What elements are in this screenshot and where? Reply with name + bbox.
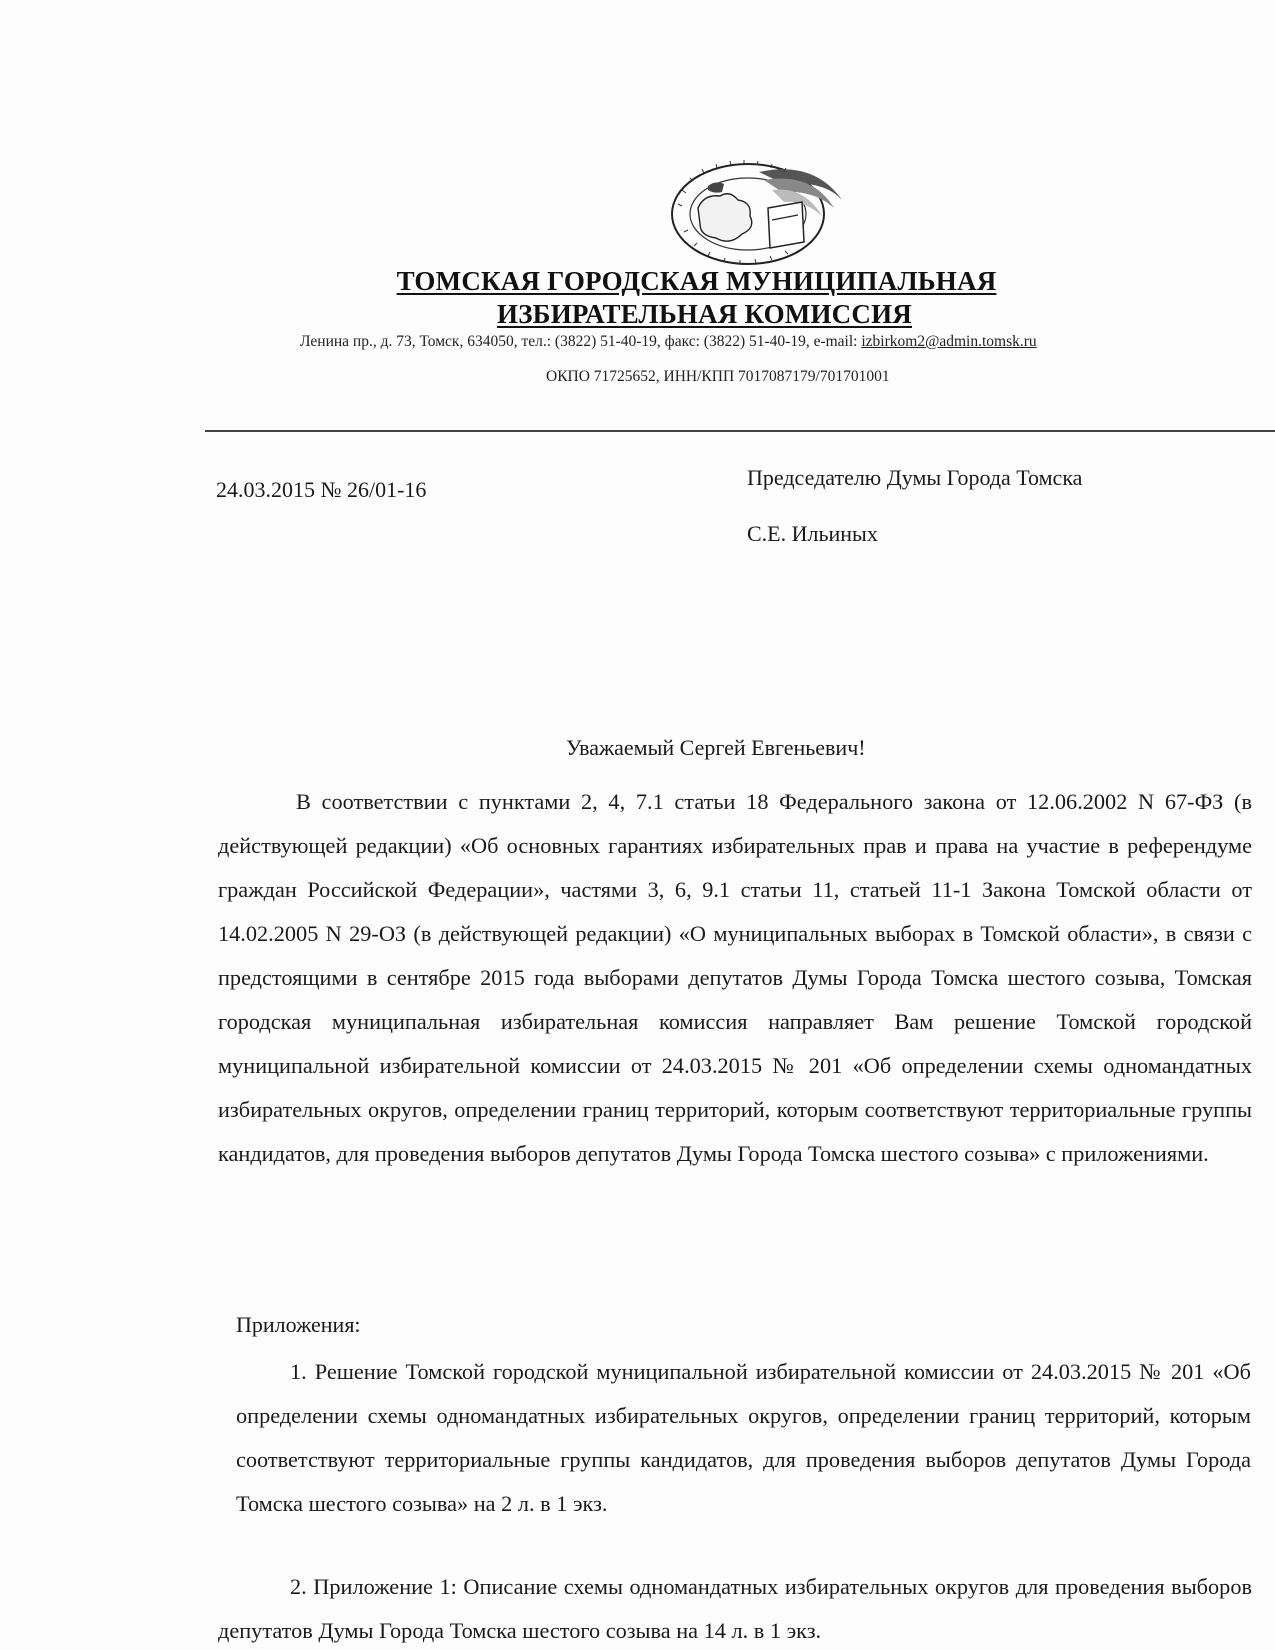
org-title-line2: ИЗБИРАТЕЛЬНАЯ КОМИССИЯ	[497, 299, 912, 329]
attachment-item-2: 2. Приложение 1: Описание схемы одномандатных избирательных округов для проведения выборов депутатов Думы Города Томска шестого созыва на 14 л. в 1 экз.	[218, 1574, 1252, 1643]
election-commission-emblem-icon	[664, 150, 850, 270]
letter-greeting: Уважаемый Сергей Евгеньевич!	[566, 735, 866, 760]
addressee-title: Председателю Думы Города Томска	[747, 465, 1083, 490]
letter-body: В соответствии с пунктами 2, 4, 7.1 статьи 18 Федерального закона от 12.06.2002 N 67-ФЗ (в действующей редакции) «Об основных гарантиях избирательных прав и права на участие в референдуме граждан Российской Федерации», частями 3, 6, 9.1 статьи 11, статьей 11-1 Закона Томской области от 14.02.2005 N 29-ОЗ (в действующей редакции) «О муниципальных выборах в Томской области», в связи с предстоящими в сентябре 2015 года выборами депутатов Думы Города Томска шестого созыва, Томская городская муниципальная избирательная комиссия направляет Вам решение Томской городской муниципальной избирательной комиссии от 24.03.2015 № 201 «Об определении схемы одномандатных избирательных округов, определении границ территорий, которым соответствуют территориальные группы кандидатов, для проведения выборов депутатов Думы Города Томска шестого созыва» с приложениями.	[218, 789, 1252, 1166]
org-contacts	[300, 333, 1037, 351]
addressee-name: С.Е. Ильиных	[747, 521, 878, 546]
letter-reg-number: 24.03.2015 № 26/01-16	[216, 477, 427, 502]
contacts-text: Ленина пр., д. 73, Томск, 634050, тел.: (3822) 51-40-19, факс: (3822) 51-40-19, e-mail:	[300, 333, 862, 350]
attachment-item-1: 1. Решение Томской городской муниципальной избирательной комиссии от 24.03.2015 № 201 «Об определении схемы одномандатных избирательных округов, определении границ территорий, которым соответствуют территориальные группы кандидатов, для проведения выборов депутатов Думы Города Томска шестого созыва» на 2 л. в 1 экз.	[236, 1359, 1251, 1516]
org-title-line1: ТОМСКАЯ ГОРОДСКАЯ МУНИЦИПАЛЬНАЯ	[396, 266, 997, 296]
attachments-heading: Приложения:	[236, 1312, 361, 1337]
email-link[interactable]: izbirkom2@admin.tomsk.ru	[861, 333, 1037, 350]
org-codes: ОКПО 71725652, ИНН/КПП 7017087179/701701001	[546, 368, 890, 385]
header-divider	[205, 430, 1275, 432]
